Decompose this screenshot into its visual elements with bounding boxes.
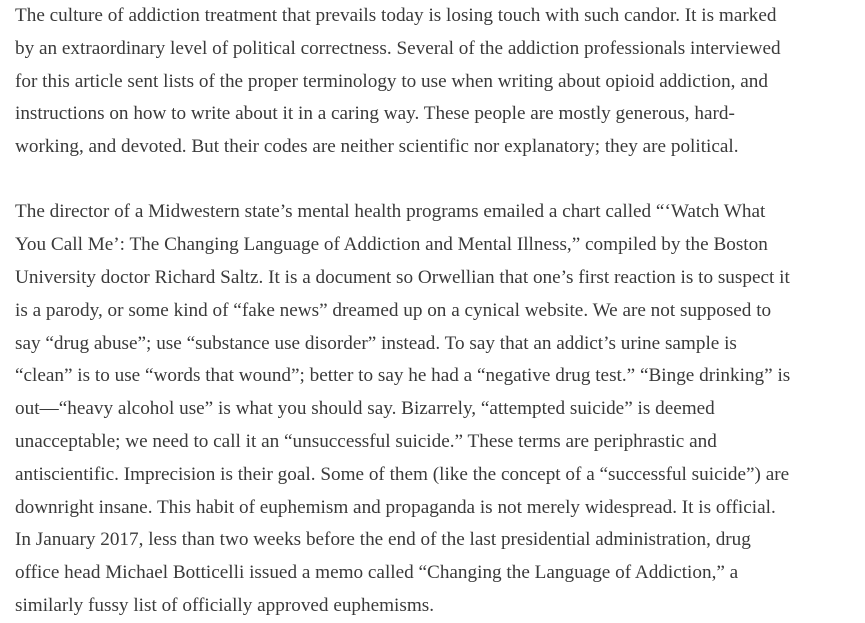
text-line: unacceptable; we need to call it an “unsuccessful suicide.” These terms are periphrastic and	[15, 431, 717, 453]
text-line: The culture of addiction treatment that prevails today is losing touch with such candor. It is marked	[15, 5, 777, 26]
text-line: University doctor Richard Saltz. It is a document so Orwellian that one’s first reaction is to suspect it	[15, 267, 790, 289]
text-line: is a parody, or some kind of “fake news” dreamed up on a cynical website. We are not supposed to	[15, 299, 772, 321]
text-line: antiscientific. Imprecision is their goal. Some of them (like the concept of a “successful suicide”) are	[15, 463, 790, 485]
article-body	[15, 0, 865, 623]
text-line: The director of a Midwestern state’s mental health programs emailed a chart called “‘Watch What	[15, 201, 766, 223]
text-line: working, and devoted. But their codes are neither scientific nor explanatory; they are political.	[15, 136, 739, 158]
paragraph-1	[15, 0, 865, 164]
text-line: for this article sent lists of the proper terminology to use when writing about opioid addiction, and	[15, 70, 768, 92]
text-line: “clean” is to use “words that wound”; better to say he had a “negative drug test.” “Binge drinking” is	[15, 365, 791, 387]
text-line: In January 2017, less than two weeks before the end of the last presidential administration, drug	[15, 529, 751, 551]
text-line: office head Michael Botticelli issued a memo called “Changing the Language of Addiction,” a	[15, 562, 739, 584]
text-line: similarly fussy list of officially approved euphemisms.	[15, 595, 435, 617]
text-line: downright insane. This habit of euphemism and propaganda is not merely widespread. It is official.	[15, 496, 776, 518]
text-line: You Call Me’: The Changing Language of Addiction and Mental Illness,” compiled by the Boston	[15, 234, 768, 256]
text-line: instructions on how to write about it in a caring way. These people are mostly generous, hard-	[15, 103, 735, 125]
paragraph-2	[15, 196, 865, 622]
text-line: say “drug abuse”; use “substance use disorder” instead. To say that an addict’s urine sample is	[15, 332, 737, 354]
text-line: by an extraordinary level of political correctness. Several of the addiction professionals interviewed	[15, 37, 781, 59]
text-line: out—“heavy alcohol use” is what you should say. Bizarrely, “attempted suicide” is deemed	[15, 398, 715, 420]
